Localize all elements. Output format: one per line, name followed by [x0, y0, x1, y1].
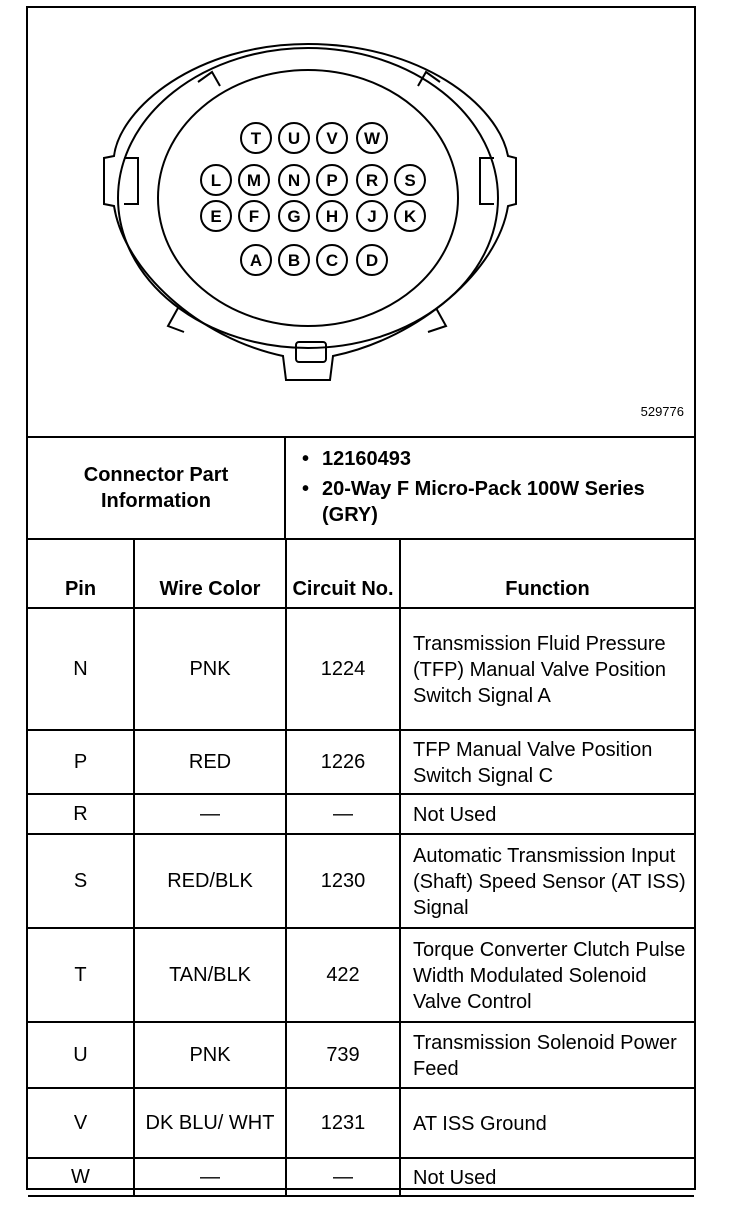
table-header-row [28, 540, 694, 608]
header-pin: Pin [28, 540, 134, 608]
function-cell: Transmission Solenoid Power Feed [400, 1022, 694, 1088]
header-wire-color: Wire Color [134, 540, 286, 608]
header-function: Function [400, 540, 694, 608]
wire-color-cell: TAN/BLK [134, 928, 286, 1022]
pin-layer [201, 123, 425, 275]
table-row [28, 730, 694, 794]
table-row [28, 794, 694, 834]
pin-label-w: W [363, 129, 381, 148]
wire-color-cell: — [134, 1158, 286, 1196]
part-number: 12160493 [322, 448, 411, 470]
pin-label-j: J [367, 207, 377, 226]
wire-color-cell: PNK [134, 1022, 286, 1088]
function-cell: Transmission Fluid Pressure (TFP) Manual Valve Position Switch Signal A [400, 608, 694, 730]
connector-page-frame [26, 6, 696, 1190]
left-notch [124, 158, 138, 204]
table-row [28, 608, 694, 730]
function-cell: AT ISS Ground [400, 1088, 694, 1158]
pin-label-d: D [365, 251, 379, 270]
table-row [28, 928, 694, 1022]
table-row [28, 1158, 694, 1196]
pin-label-f: F [248, 207, 260, 226]
pin-cell: N [28, 608, 134, 730]
pin-label-a: A [249, 251, 263, 270]
pin-label-c: C [325, 251, 339, 270]
pin-label-b: B [287, 251, 301, 270]
pin-label-k: K [403, 207, 417, 226]
pin-label-l: L [210, 171, 222, 190]
pin-label-e: E [210, 207, 222, 226]
pin-label-u: U [287, 129, 301, 148]
table-row [28, 1088, 694, 1158]
header-circuit: Circuit No. [286, 540, 400, 608]
wire-color-cell: RED/BLK [134, 834, 286, 928]
pin-cell: V [28, 1088, 134, 1158]
wire-color-cell: — [134, 794, 286, 834]
connector-info-label: Connector Part Information [28, 438, 286, 538]
connector-face-diagram [28, 8, 694, 436]
function-cell: Not Used [400, 1158, 694, 1196]
circuit-cell: 422 [286, 928, 400, 1022]
connector-outer-shell [104, 44, 516, 380]
pin-cell: S [28, 834, 134, 928]
pin-label-h: H [325, 207, 339, 226]
connector-info-item [298, 476, 688, 528]
pin-cell: W [28, 1158, 134, 1196]
pin-cell: U [28, 1022, 134, 1088]
circuit-cell: 1230 [286, 834, 400, 928]
pin-label-v: V [326, 129, 338, 148]
bottom-left-latch [168, 308, 184, 332]
pin-label-n: N [287, 171, 301, 190]
connector-face-svg [28, 8, 694, 436]
function-cell: Not Used [400, 794, 694, 834]
circuit-cell: — [286, 1158, 400, 1196]
connector-info-section [28, 436, 694, 540]
circuit-cell: — [286, 794, 400, 834]
pin-cell: T [28, 928, 134, 1022]
pin-label-m: M [246, 171, 262, 190]
right-notch [480, 158, 494, 204]
pin-label-r: R [365, 171, 379, 190]
pin-cell: P [28, 730, 134, 794]
pin-label-p: P [326, 171, 338, 190]
pin-cell: R [28, 794, 134, 834]
polarization-key [296, 342, 326, 362]
pin-label-s: S [404, 171, 416, 190]
connector-info-list [298, 446, 688, 532]
connector-info-item [298, 446, 688, 472]
circuit-cell: 1224 [286, 608, 400, 730]
circuit-cell: 739 [286, 1022, 400, 1088]
pin-table [28, 540, 694, 1197]
connector-inner-ring [158, 70, 458, 326]
pin-label-g: G [287, 207, 301, 226]
function-cell: TFP Manual Valve Position Switch Signal C [400, 730, 694, 794]
bullet: • [302, 448, 310, 470]
wire-color-cell: RED [134, 730, 286, 794]
circuit-cell: 1231 [286, 1088, 400, 1158]
table-row [28, 834, 694, 928]
table-row [28, 1022, 694, 1088]
wire-color-cell: PNK [134, 608, 286, 730]
bullet: • [302, 478, 310, 500]
function-cell: Automatic Transmission Input (Shaft) Speed Sensor (AT ISS) Signal [400, 834, 694, 928]
wire-color-cell: DK BLU/ WHT [134, 1088, 286, 1158]
connector-description: 20-Way F Micro-Pack 100W Series (GRY) [322, 478, 645, 526]
circuit-cell: 1226 [286, 730, 400, 794]
pin-label-t: T [250, 129, 262, 148]
function-cell: Torque Converter Clutch Pulse Width Modulated Solenoid Valve Control [400, 928, 694, 1022]
figure-id: 529776 [640, 404, 684, 419]
